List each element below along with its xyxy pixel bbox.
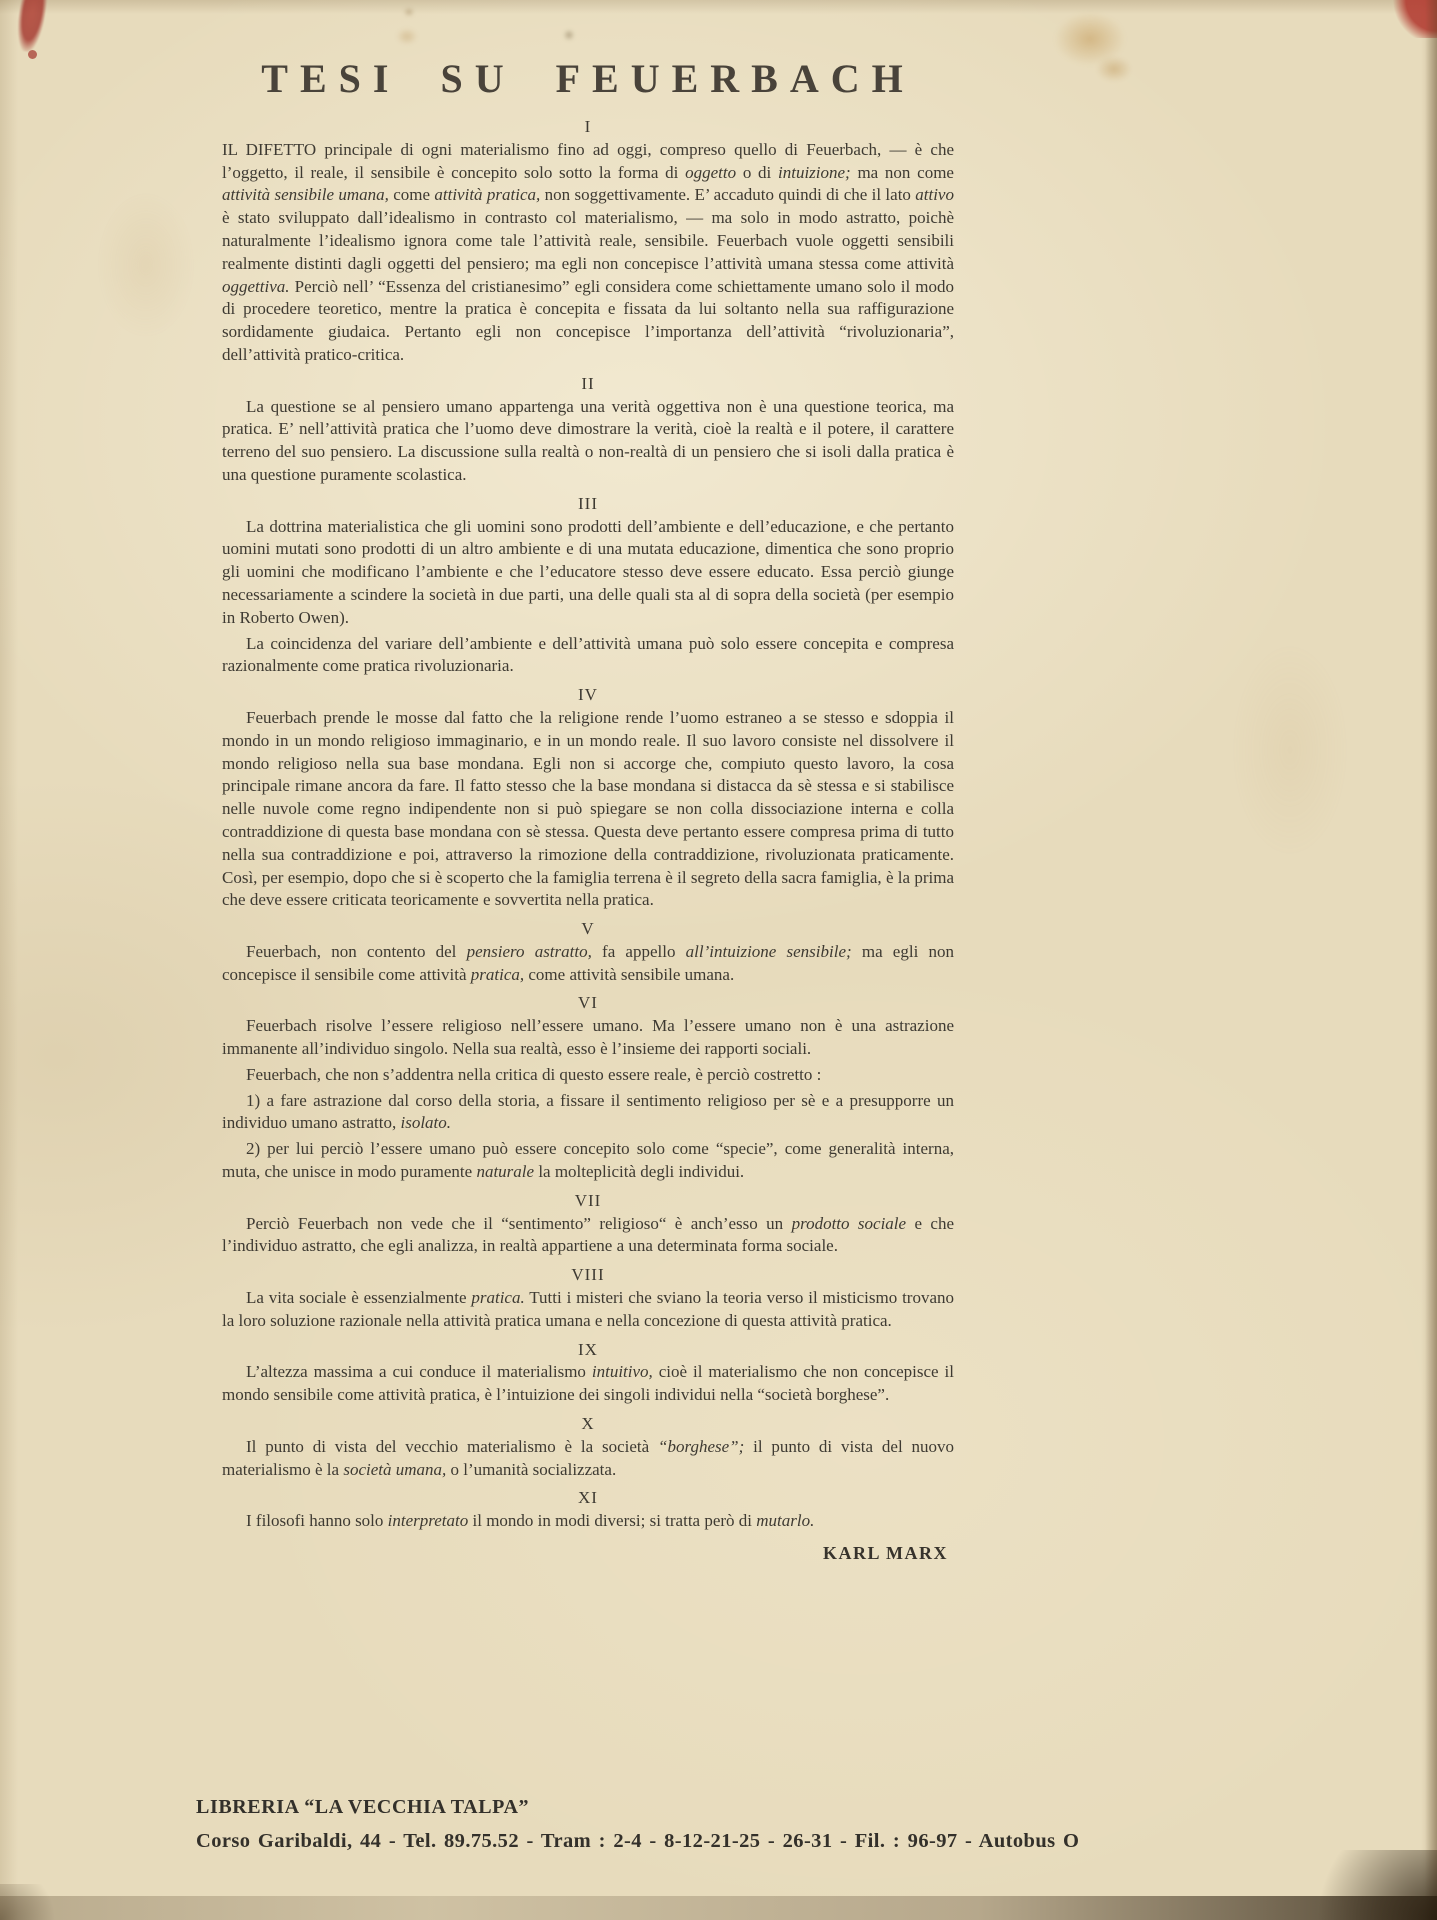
author-signature: KARL MARX (823, 1543, 948, 1564)
page-corner-shadow-bottom-right (1287, 1850, 1437, 1920)
paragraph: La questione se al pensiero umano appartenga una verità oggettiva non è una questione teorica, ma pratica. E’ nell’attività pratica che l’uomo deve dimostrare la verità, cioè la realtà e il potere, il carattere terreno del suo pensiero. La discussione sulla realtà o non-realtà di un pensiero che si isoli dalla pratica è una questione puramente scolastica. (222, 396, 954, 484)
section-numeral: VIII (571, 1265, 605, 1285)
paragraph: IL DIFETTO principale di ogni materialismo fino ad oggi, compreso quello di Feuerbach, — è che l’oggetto, il reale, il sensibile è concepito solo sotto la forma di oggetto o di intuizione; ma non come attività sensibile umana, come attività pratica, non soggettivamente. E’ accaduto quindi di che il lato attivo è stato sviluppato dall’idealismo in contrasto col materialismo, — ma solo in modo astratto, poichè naturalmente l’idealismo ignora come tale l’attività reale, sensibile. Feuerbach vuole oggetti sensibili realmente distinti dagli oggetti del pensiero; ma egli non concepisce l’attività umana stessa come attività oggettiva. Perciò nell’ “Essenza del cristianesimo” egli considera come schiettamente umano solo il modo di procedere teoretico, mentre la pratica è concepita e fissata da lui soltanto nella sua raffigurazione sordidamente giudaica. Pertanto egli non concepisce l’importanza dell’attività “rivoluzionaria”, dell’attività pratico-critica. (222, 139, 954, 364)
paper-speck (404, 8, 414, 16)
paragraph: Feuerbach prende le mosse dal fatto che la religione rende l’uomo estraneo a se stesso e sdoppia il mondo in un mondo religioso immaginario, e in un mondo reale. Il suo lavoro consiste nel dissolvere il mondo religioso nella sua base mondana. Egli non si accorge che, compiuto questo lavoro, la cosa principale rimane ancora da fare. Il fatto stesso che la base mondana si distacca da sè stessa e si stabilisce nelle nuvole come regno indipendente non si può spiegare se non colla dissociazione interna e colla contraddizione di questa base mondana con sè stessa. Questa deve pertanto essere compresa prima di tutto nella sua contraddizione e poi, attraverso la rimozione della contraddizione, rivoluzionata praticamente. Così, per esempio, dopo che si è scoperto che la famiglia terrena è il segreto della sacra famiglia, è la prima che deve essere criticata teoricamente e sovvertita nella pratica. (222, 707, 954, 910)
paragraph: I filosofi hanno solo interpretato il mondo in modi diversi; si tratta però di mutarlo. (246, 1511, 815, 1531)
section-numeral: III (578, 493, 598, 513)
red-ink-mark-top-left (13, 0, 48, 54)
paragraph: La vita sociale è essenzialmente pratica. Tutti i misteri che sviano la teoria verso il misticismo trovano la loro soluzione razionale nella attività pratica umana e nella concezione di questa attività pratica. (222, 1288, 955, 1330)
section-numeral: XI (578, 1488, 598, 1508)
document-content (222, 56, 954, 1565)
section-numeral: VII (574, 1190, 602, 1210)
section-numeral: IX (578, 1339, 598, 1359)
paper-stain (96, 190, 196, 340)
paragraph: 1) a fare astrazione dal corso della storia, a fissare il sentimento religioso per sè e a presupporre un individuo umano astratto, isolato. (222, 1090, 954, 1133)
paragraph: Feuerbach risolve l’essere religioso nell’essere umano. Ma l’essere umano non è una astrazione immanente all’individuo singolo. Nella sua realtà, esso è l’insieme dei rapporti sociali. (222, 1016, 954, 1059)
paragraph: Feuerbach, che non s’addentra nella critica di questo essere reale, è perciò costretto : (246, 1064, 822, 1084)
paragraph: Il punto di vista del vecchio materialismo è la società “borghese”; il punto di vista del nuovo materialismo è la società umana, o l’umanità socializzata. (222, 1436, 954, 1479)
section-numeral: V (581, 919, 595, 939)
publisher-name: LIBRERIA “LA VECCHIA TALPA” (196, 1796, 530, 1818)
publisher-address: Corso Garibaldi, 44 - Tel. 89.75.52 - Tram : 2-4 - 8-12-21-25 - 26-31 - Fil. : 96-97 - Autobus O (196, 1830, 1080, 1852)
page-corner-shadow-bottom-left (0, 1884, 70, 1920)
imprint-footer (196, 1796, 1316, 1853)
page-edge-shadow-bottom (0, 1896, 1437, 1920)
paragraph: 2) per lui perciò l’essere umano può essere concepito solo come “specie”, come generalità interna, muta, che unisce in modo puramente naturale la molteplicità degli individui. (222, 1139, 954, 1182)
paper-stain (1054, 12, 1126, 66)
paper-stain (1096, 56, 1132, 82)
page-edge-shadow-right (1425, 0, 1437, 1920)
paragraph: La dottrina materialistica che gli uomini sono prodotti dell’ambiente e dell’educazione, e che pertanto uomini mutati sono prodotti di un altro ambiente e di una mutata educazione, dimentica che sono proprio gli uomini che modificano l’ambiente e che l’educatore stesso deve essere educato. Essa perciò giunge necessariamente a scindere la società in due parti, una delle quali sta al di sopra della società (per esempio in Roberto Owen). (222, 516, 954, 627)
paragraph: Perciò Feuerbach non vede che il “sentimento” religioso“ è anch’esso un prodotto sociale e che l’individuo astratto, che egli analizza, in realtà appartiene a una determinata forma sociale. (222, 1213, 955, 1256)
paragraph: La coincidenza del variare dell’ambiente e dell’attività umana può solo essere concepita e compresa razionalmente come pratica rivoluzionaria. (222, 633, 954, 676)
red-ink-mark-top-right (1391, 0, 1437, 38)
section-numeral: VI (578, 993, 598, 1013)
section-numeral: II (581, 373, 595, 393)
paper-speck (564, 30, 574, 40)
document-title: TESI SU FEUERBACH (261, 56, 915, 101)
paragraph: L’altezza massima a cui conduce il materialismo intuitivo, cioè il materialismo che non concepisce il mondo sensibile come attività pratica, è l’intuizione dei singoli individui nella “società borghese”. (222, 1362, 954, 1405)
paragraph: Feuerbach, non contento del pensiero astratto, fa appello all’intuizione sensibile; ma egli non concepisce il sensibile come attività pratica, come attività sensibile umana. (222, 941, 954, 984)
section-numeral: IV (578, 685, 598, 705)
sections (222, 116, 954, 1533)
paper-stain (1230, 640, 1350, 860)
section-numeral: I (584, 117, 592, 136)
section-numeral: X (581, 1414, 595, 1434)
paper-stain (396, 28, 418, 45)
red-ink-dot-top-left (28, 50, 37, 59)
